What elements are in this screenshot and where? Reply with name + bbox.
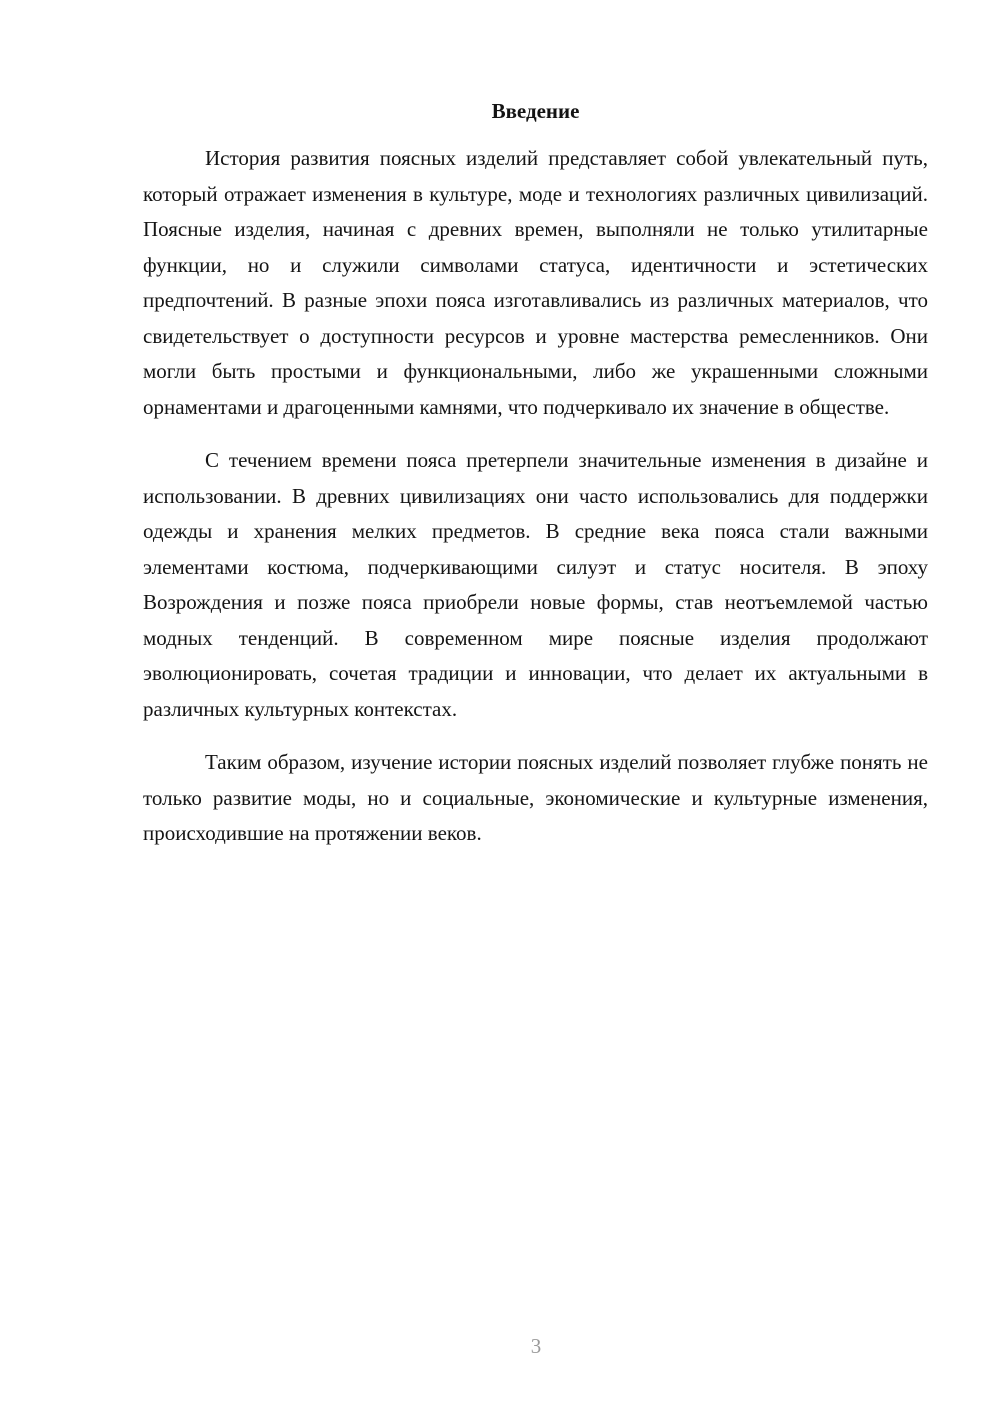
paragraph-3: Таким образом, изучение истории поясных изделий позволяет глубже понять не только развитие моды, но и социальные, экономические и культурные изменения, происходившие на протяжении веков. <box>143 750 928 845</box>
section-heading: Введение <box>491 99 580 123</box>
paragraph-2: С течением времени пояса претерпели значительные изменения в дизайне и использовании. В древних цивилизациях они часто использовались для поддержки одежды и хранения мелких предметов. В средние века пояса стали важными элементами костюма, подчеркивающими силуэт и статус носителя. В эпоху Возрождения и позже пояса приобрели новые формы, став неотъемлемой частью модных тенденций. В современном мире поясные изделия продолжают эволюционировать, сочетая традиции и инновации, что делает их актуальными в различных культурных контекстах. <box>143 448 928 721</box>
paragraph-1: История развития поясных изделий представляет собой увлекательный путь, который отражает изменения в культуре, моде и технологиях различных цивилизаций. Поясные изделия, начиная с древних времен, выполняли не только утилитарные функции, но и служили символами статуса, идентичности и эстетических предпочтений. В разные эпохи пояса изготавливались из различных материалов, что свидетельствует о доступности ресурсов и уровне мастерства ремесленников. Они могли быть простыми и функциональными, либо же украшенными сложными орнаментами и драгоценными камнями, что подчеркивало их значение в обществе. <box>143 146 928 419</box>
body-text <box>143 141 928 870</box>
page-number: 3 <box>530 1334 542 1358</box>
